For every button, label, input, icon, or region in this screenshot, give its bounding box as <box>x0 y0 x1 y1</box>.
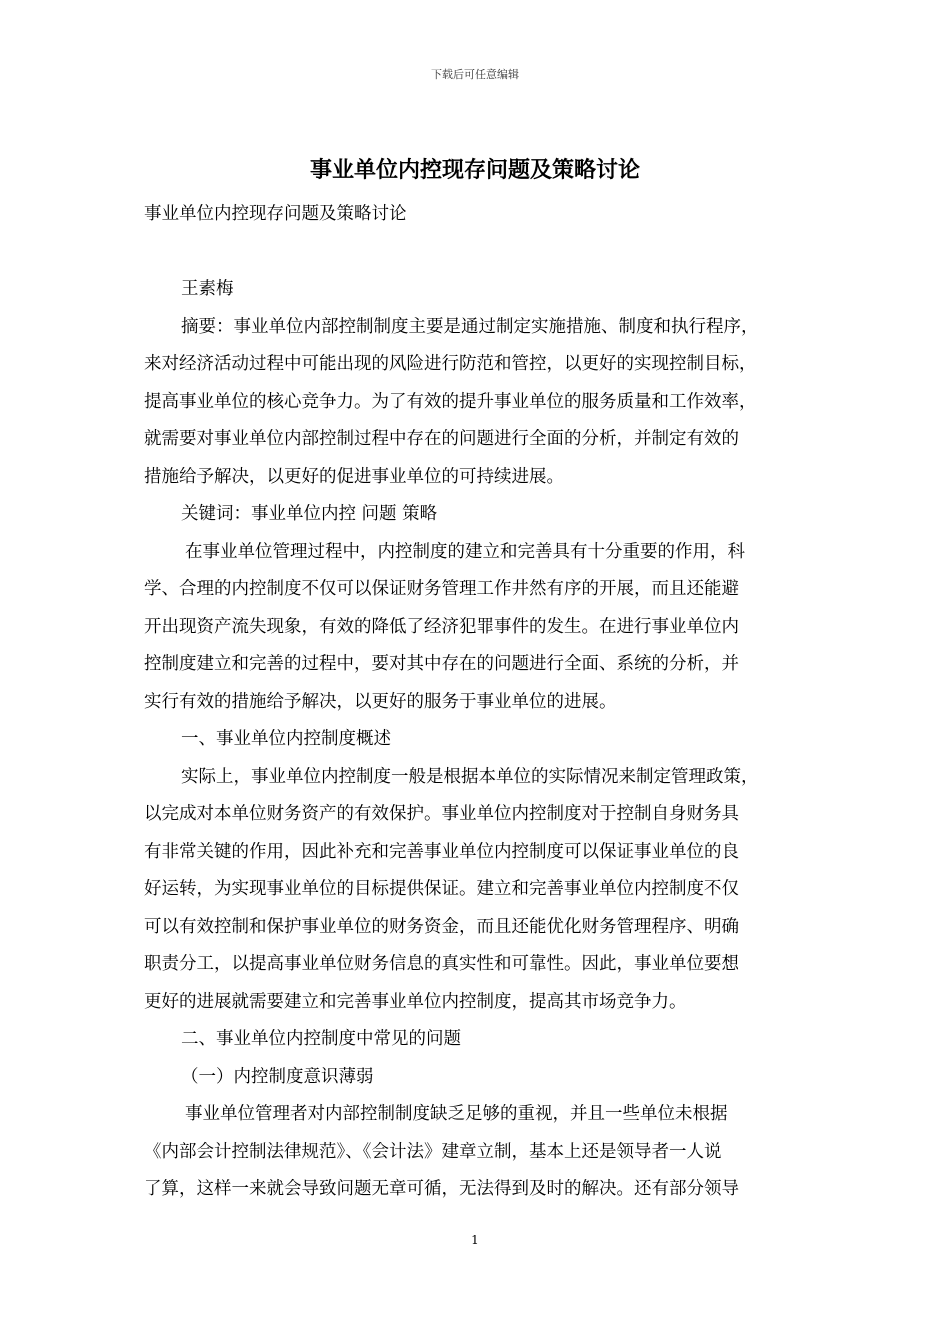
page-header: 下载后可任意编辑 <box>431 68 519 81</box>
abstract-line: 就需要对事业单位内部控制过程中存在的问题进行全面的分析，并制定有效的 <box>144 429 739 449</box>
section1-line: 好运转，为实现事业单位的目标提供保证。建立和完善事业单位内控制度不仅 <box>144 879 739 899</box>
intro-line: 学、合理的内控制度不仅可以保证财务管理工作井然有序的开展，而且还能避 <box>144 579 739 599</box>
page-number: 1 <box>471 1233 479 1247</box>
intro-line: 开出现资产流失现象，有效的降低了经济犯罪事件的发生。在进行事业单位内 <box>144 616 739 637</box>
abstract-line: 提高事业单位的核心竞争力。为了有效的提升事业单位的服务质量和工作效率， <box>144 391 757 412</box>
section-heading: 二、事业单位内控制度中常见的问题 <box>181 1029 461 1049</box>
section-heading: 一、事业单位内控制度概述 <box>181 729 391 749</box>
document-body <box>144 196 819 1209</box>
abstract-line: 措施给予解决，以更好的促进事业单位的可持续进展。 <box>144 466 564 487</box>
keywords-line: 关键词：事业单位内控 问题 策略 <box>181 504 438 524</box>
section2-line: 事业单位管理者对内部控制制度缺乏足够的重视，并且一些单位未根据 <box>185 1104 728 1124</box>
intro-line: 在事业单位管理过程中，内控制度的建立和完善具有十分重要的作用，科 <box>185 541 745 562</box>
section1-line: 实际上，事业单位内控制度一般是根据本单位的实际情况来制定管理政策， <box>181 766 759 787</box>
blank-line <box>144 234 819 272</box>
document-title: 事业单位内控现存问题及策略讨论 <box>309 157 640 183</box>
document-subtitle: 事业单位内控现存问题及策略讨论 <box>144 204 407 224</box>
section2-line: 了算，这样一来就会导致问题无章可循，无法得到及时的解决。还有部分领导 <box>144 1179 739 1199</box>
intro-line: 实行有效的措施给予解决，以更好的服务于事业单位的进展。 <box>144 691 617 712</box>
section1-line: 有非常关键的作用，因此补充和完善事业单位内控制度可以保证事业单位的良 <box>144 841 739 862</box>
section1-line: 职责分工，以提高事业单位财务信息的真实性和可靠性。因此，事业单位要想 <box>144 954 739 974</box>
subsection-heading: （一）内控制度意识薄弱 <box>181 1066 374 1087</box>
author-name: 王素梅 <box>181 279 234 299</box>
section1-line: 可以有效控制和保护事业单位的财务资金，而且还能优化财务管理程序、明确 <box>144 916 739 937</box>
intro-line: 控制度建立和完善的过程中，要对其中存在的问题进行全面、系统的分析，并 <box>144 654 739 674</box>
section1-line: 更好的进展就需要建立和完善事业单位内控制度，提高其市场竞争力。 <box>144 991 687 1012</box>
section2-line: 《内部会计控制法律规范》、《会计法》建章立制，基本上还是领导者一人说 <box>144 1141 722 1162</box>
abstract-line: 来对经济活动过程中可能出现的风险进行防范和管控，以更好的实现控制目标， <box>144 354 757 374</box>
abstract-line: 摘要：事业单位内部控制制度主要是通过制定实施措施、制度和执行程序， <box>181 316 759 337</box>
section1-line: 以完成对本单位财务资产的有效保护。事业单位内控制度对于控制自身财务具 <box>144 804 739 824</box>
